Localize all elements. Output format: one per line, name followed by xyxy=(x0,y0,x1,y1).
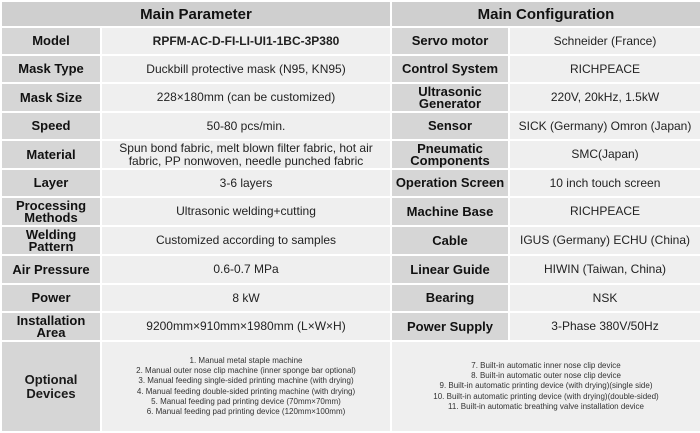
config-label-cable: Cable xyxy=(391,226,509,255)
optional-device-item: 10. Built-in automatic printing device (with drying)(double-sided) xyxy=(433,391,659,401)
param-value-material: Spun bond fabric, melt blown filter fabric, hot air fabric, PP nonwoven, needle punched fabric xyxy=(101,140,391,169)
param-label-installation-area: Installation Area xyxy=(1,312,101,341)
param-value-power: 8 kW xyxy=(101,284,391,312)
optional-devices-label: Optional Devices xyxy=(1,341,101,432)
param-value-model: RPFM-AC-D-FI-LI-UI1-1BC-3P380 xyxy=(101,27,391,55)
param-value-welding-pattern: Customized according to samples xyxy=(101,226,391,255)
param-label-material: Material xyxy=(1,140,101,169)
spec-row xyxy=(1,27,700,55)
param-label-air-pressure: Air Pressure xyxy=(1,255,101,284)
spec-row xyxy=(1,112,700,140)
optional-devices-left xyxy=(101,341,391,432)
header-row xyxy=(1,1,700,27)
param-value-air-pressure: 0.6-0.7 MPa xyxy=(101,255,391,284)
param-label-model: Model xyxy=(1,27,101,55)
config-label-ultrasonic-generator: Ultrasonic Generator xyxy=(391,83,509,112)
optional-device-item: 8. Built-in automatic outer nose clip device xyxy=(471,371,621,381)
spec-row xyxy=(1,255,700,284)
param-label-processing-methods: Processing Methods xyxy=(1,197,101,226)
config-label-servo-motor: Servo motor xyxy=(391,27,509,55)
optional-devices-right xyxy=(391,341,700,432)
param-value-processing-methods: Ultrasonic welding+cutting xyxy=(101,197,391,226)
param-value-layer: 3-6 layers xyxy=(101,169,391,197)
spec-row xyxy=(1,284,700,312)
config-value-bearing: NSK xyxy=(509,284,700,312)
param-label-power: Power xyxy=(1,284,101,312)
param-label-mask-size: Mask Size xyxy=(1,83,101,112)
config-label-linear-guide: Linear Guide xyxy=(391,255,509,284)
config-value-machine-base: RICHPEACE xyxy=(509,197,700,226)
param-value-speed: 50-80 pcs/min. xyxy=(101,112,391,140)
optional-device-item: 11. Built-in automatic breathing valve installation device xyxy=(448,401,644,411)
spec-row xyxy=(1,140,700,169)
config-label-bearing: Bearing xyxy=(391,284,509,312)
config-value-control-system: RICHPEACE xyxy=(509,55,700,83)
param-label-layer: Layer xyxy=(1,169,101,197)
config-value-operation-screen: 10 inch touch screen xyxy=(509,169,700,197)
spec-row xyxy=(1,55,700,83)
spec-row xyxy=(1,226,700,255)
param-label-welding-pattern: Welding Pattern xyxy=(1,226,101,255)
config-label-power-supply: Power Supply xyxy=(391,312,509,341)
config-value-pneumatic-components: SMC(Japan) xyxy=(509,140,700,169)
config-label-operation-screen: Operation Screen xyxy=(391,169,509,197)
main-configuration-header: Main Configuration xyxy=(391,1,700,27)
param-value-mask-size: 228×180mm (can be customized) xyxy=(101,83,391,112)
spec-row xyxy=(1,197,700,226)
config-label-pneumatic-components: Pneumatic Components xyxy=(391,140,509,169)
config-value-ultrasonic-generator: 220V, 20kHz, 1.5kW xyxy=(509,83,700,112)
param-label-speed: Speed xyxy=(1,112,101,140)
optional-device-item: 6. Manual feeding pad printing device (120mm×100mm) xyxy=(146,407,346,417)
param-value-mask-type: Duckbill protective mask (N95, KN95) xyxy=(101,55,391,83)
optional-devices-row xyxy=(1,341,700,432)
config-label-sensor: Sensor xyxy=(391,112,509,140)
config-value-linear-guide: HIWIN (Taiwan, China) xyxy=(509,255,700,284)
spec-row xyxy=(1,83,700,112)
param-label-mask-type: Mask Type xyxy=(1,55,101,83)
optional-device-item: 2. Manual outer nose clip machine (inner sponge bar optional) xyxy=(136,365,356,375)
config-value-servo-motor: Schneider (France) xyxy=(509,27,700,55)
optional-device-item: 7. Built-in automatic inner nose clip device xyxy=(471,360,621,370)
optional-device-item: 4. Manual feeding double-sided printing machine (with drying) xyxy=(136,386,356,396)
config-value-power-supply: 3-Phase 380V/50Hz xyxy=(509,312,700,341)
config-label-machine-base: Machine Base xyxy=(391,197,509,226)
optional-device-item: 9. Built-in automatic printing device (with drying)(single side) xyxy=(439,381,653,391)
spec-row xyxy=(1,169,700,197)
optional-device-item: 5. Manual feeding pad printing device (70mm×70mm) xyxy=(151,396,341,406)
config-value-cable: IGUS (Germany) ECHU (China) xyxy=(509,226,700,255)
config-value-sensor: SICK (Germany) Omron (Japan) xyxy=(509,112,700,140)
spec-row xyxy=(1,312,700,341)
optional-device-item: 1. Manual metal staple machine xyxy=(189,355,303,365)
optional-device-item: 3. Manual feeding single-sided printing machine (with drying) xyxy=(138,376,354,386)
config-label-control-system: Control System xyxy=(391,55,509,83)
main-parameter-header: Main Parameter xyxy=(1,1,391,27)
param-value-installation-area: 9200mm×910mm×1980mm (L×W×H) xyxy=(101,312,391,341)
